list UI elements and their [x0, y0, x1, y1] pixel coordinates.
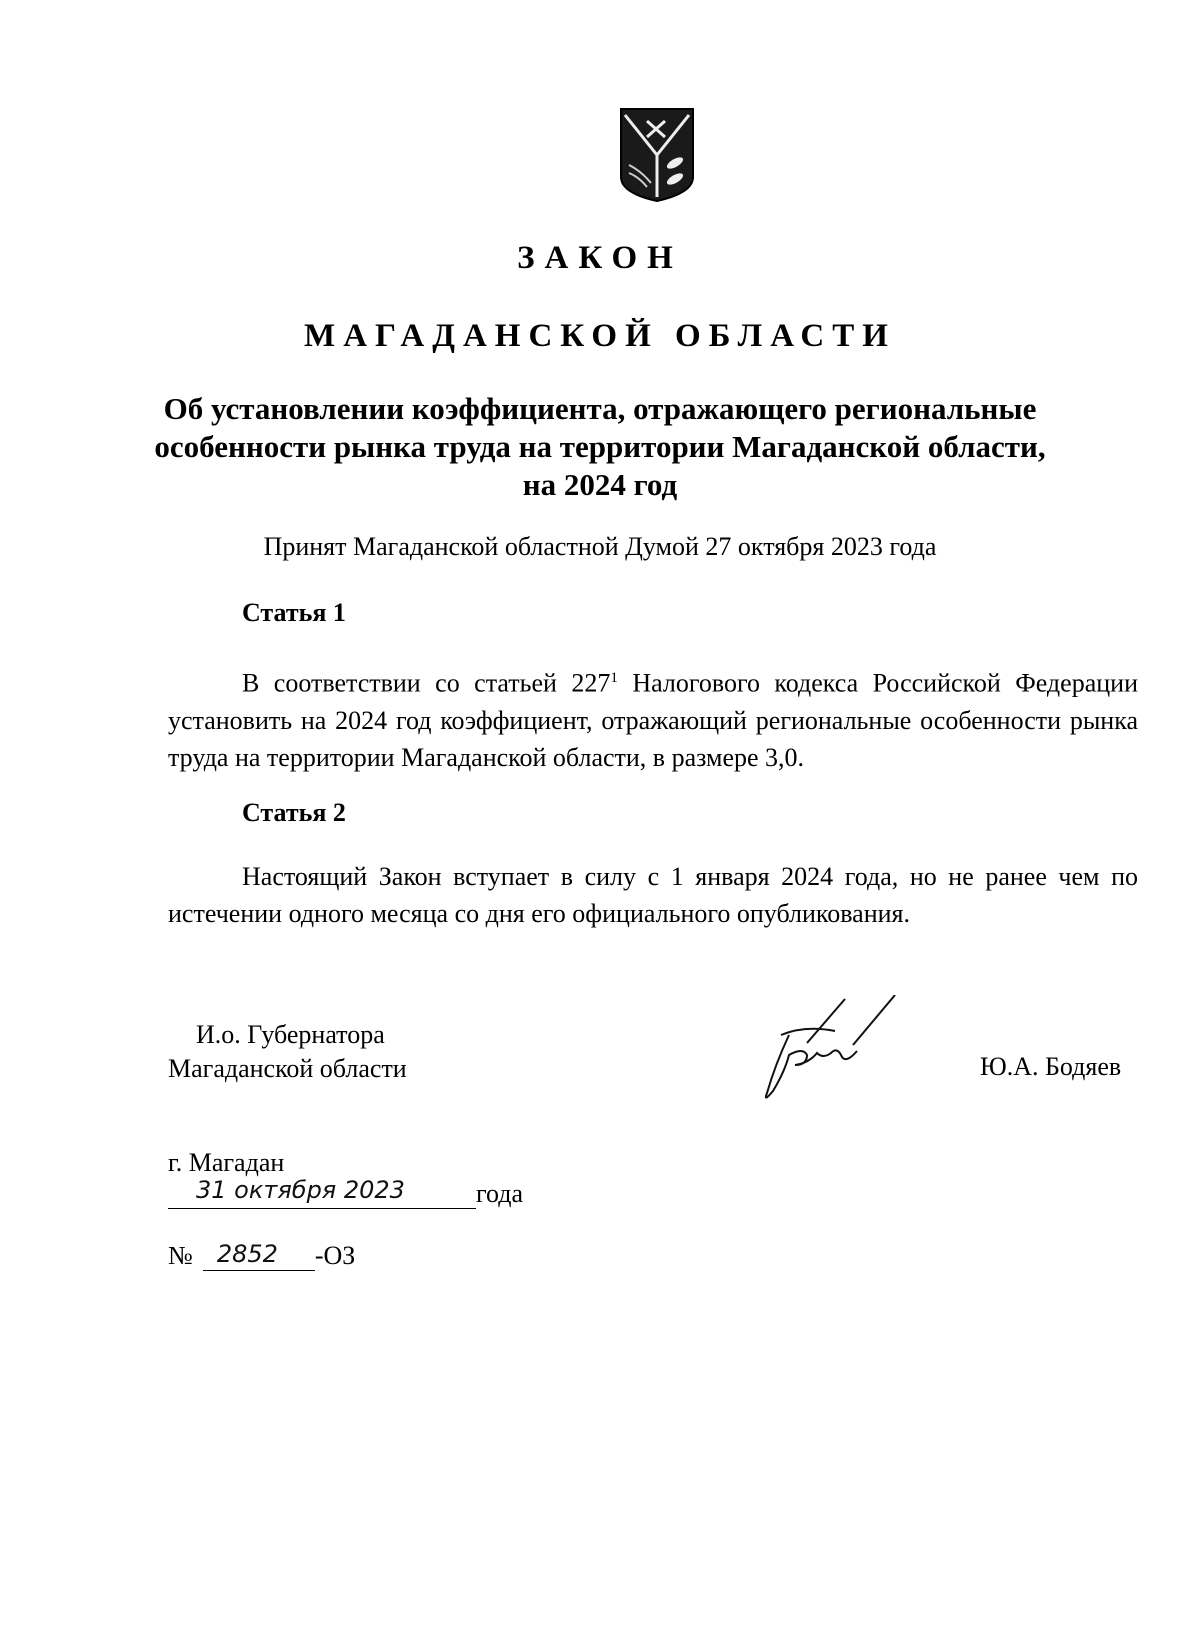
article-1-text-end: Налогового кодекса Российской Федерации установить на 2024 год коэффициент, отражающий региональные особенности рынка труда на территории Магаданской области, в размере 3,0.: [168, 668, 1138, 772]
number-suffix: -ОЗ: [314, 1241, 356, 1270]
number-prefix: №: [168, 1241, 193, 1270]
signatory-position: [168, 1018, 407, 1086]
subject-line: Об установлении коэффициента, отражающего региональные: [163, 391, 1037, 426]
position-line: И.о. Губернатора: [196, 1020, 385, 1049]
city: г. Магадан: [168, 1148, 285, 1177]
subject-line: особенности рынка труда на территории Магаданской области,: [154, 429, 1046, 464]
region-title: МАГАДАНСКОЙ ОБЛАСТИ: [304, 318, 896, 354]
handwritten-number: 2852: [216, 1240, 278, 1268]
position-line: Магаданской области: [168, 1054, 407, 1083]
article-2-text: Настоящий Закон вступает в силу с 1 января 2024 года, но не ранее чем по истечении одного месяца со дня его официального опубликования.: [168, 862, 1138, 928]
adoption-note: Принят Магаданской областной Думой 27 октября 2023 года: [263, 532, 937, 561]
article-1-superscript: 1: [610, 670, 618, 686]
law-number: [168, 1240, 355, 1271]
date-suffix: года: [476, 1179, 524, 1208]
article-1-text-start: В соответствии со статьей 227: [242, 668, 611, 698]
signatory-name: Ю.А. Бодяев: [980, 1052, 1122, 1081]
number-blank: [203, 1240, 315, 1271]
law-subject: [0, 390, 1200, 504]
subject-line: на 2024 год: [522, 467, 678, 502]
coat-of-arms-icon: [617, 107, 697, 203]
handwritten-signature: [745, 995, 905, 1105]
date-blank: [168, 1176, 476, 1209]
article-1-heading: Статья 1: [242, 598, 346, 627]
article-1-text: [168, 660, 1138, 776]
article-2-heading: Статья 2: [242, 798, 346, 827]
handwritten-date: 31 октября 2023: [196, 1176, 405, 1204]
signing-date: [168, 1176, 523, 1209]
law-title: ЗАКОН: [517, 240, 683, 276]
